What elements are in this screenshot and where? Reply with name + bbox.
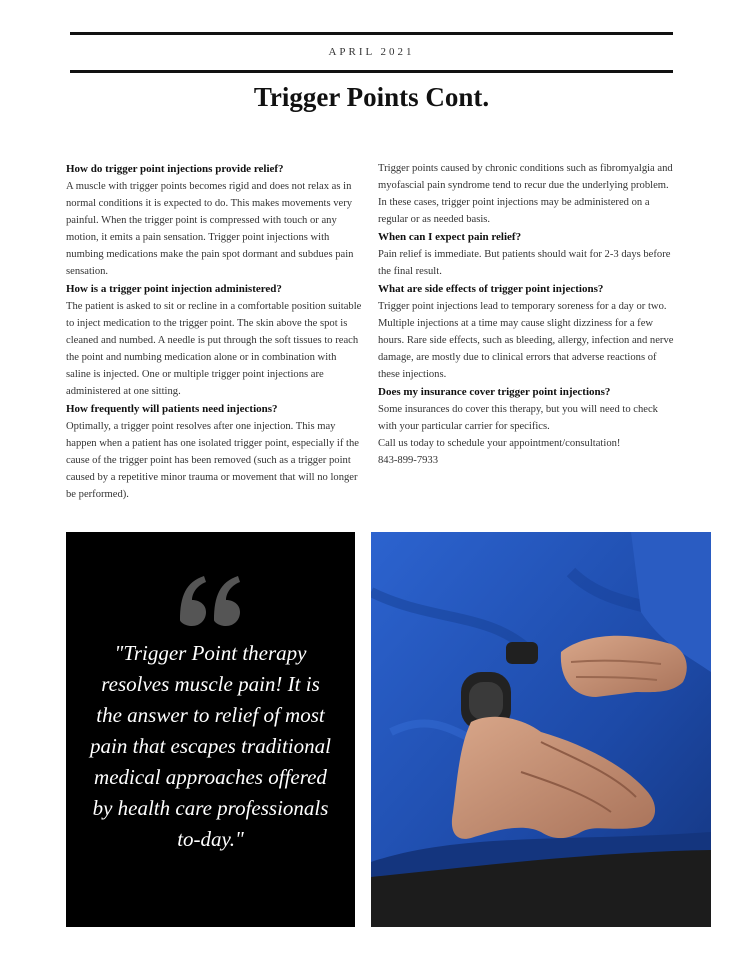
body-paragraph: A muscle with trigger points becomes rigid and does not relax as in normal conditions it is expected to do. This makes movements very painful. When the trigger point is compressed with touch or any motion, it emits a pain sensation. Trigger point injections with numbing medications make the pain spot dormant and subdues pain sensation. — [66, 181, 354, 277]
body-paragraph: 843-899-7933 — [378, 455, 439, 466]
body-paragraph: Trigger point injections lead to temporary soreness for a day or two. Multiple injections at a time may cause slight dizziness for a few hours. Rare side effects, such as bleeding, allergy, infection and nerve damage, are mostly due to clinical errors that adverse reactions of these injections. — [378, 301, 674, 380]
page-title: Trigger Points Cont. — [253, 82, 490, 112]
quote-box — [66, 532, 355, 927]
pull-quote: "Trigger Point therapy resolves muscle pain! It is the answer to relief of most pain that escapes traditional medical approaches offered by health care professionals to-day." — [90, 641, 331, 851]
section-heading: How do trigger point injections provide relief? — [66, 163, 284, 175]
body-paragraph: The patient is asked to sit or recline in a comfortable position suitable to inject medication to the trigger point. The skin above the spot is cleaned and numbed. A needle is put through the soft tissues to reach the point and numbing medication alone or in combination with saline is injected. One or multiple trigger point injections are administered at one sitting. — [66, 301, 362, 397]
bottom-rule — [70, 70, 673, 73]
left-column — [66, 160, 362, 503]
section-heading: How is a trigger point injection administered? — [66, 283, 282, 295]
body-paragraph: Call us today to schedule your appointment/consultation! — [378, 438, 621, 449]
body-paragraph: Some insurances do cover this therapy, but you will need to check with your particular carrier for specifics. — [378, 404, 658, 432]
section-heading: What are side effects of trigger point injections? — [378, 283, 604, 295]
body-paragraph: Optimally, a trigger point resolves after one injection. This may happen when a patient has one isolated trigger point, especially if the cause of the trigger point has been removed (such as a trigger point caused by a repetitive minor trauma or movement that will no longer be performed). — [66, 421, 359, 500]
lower-back-pain-photo — [371, 532, 711, 927]
section-heading: Does my insurance cover trigger point injections? — [378, 386, 611, 398]
body-paragraph: Trigger points caused by chronic conditions such as fibromyalgia and myofascial pain syndrome tend to recur due the underlying problem. In these cases, trigger point injections may be administered on a regular or as needed basis. — [378, 163, 673, 225]
quotation-mark-icon — [66, 572, 355, 631]
top-rule — [70, 32, 673, 35]
section-heading: When can I expect pain relief? — [378, 231, 522, 243]
section-heading: How frequently will patients need injections? — [66, 403, 278, 415]
right-column — [378, 160, 678, 469]
issue-date: APRIL 2021 — [328, 46, 415, 58]
body-paragraph: Pain relief is immediate. But patients should wait for 2-3 days before the final result. — [378, 249, 671, 277]
